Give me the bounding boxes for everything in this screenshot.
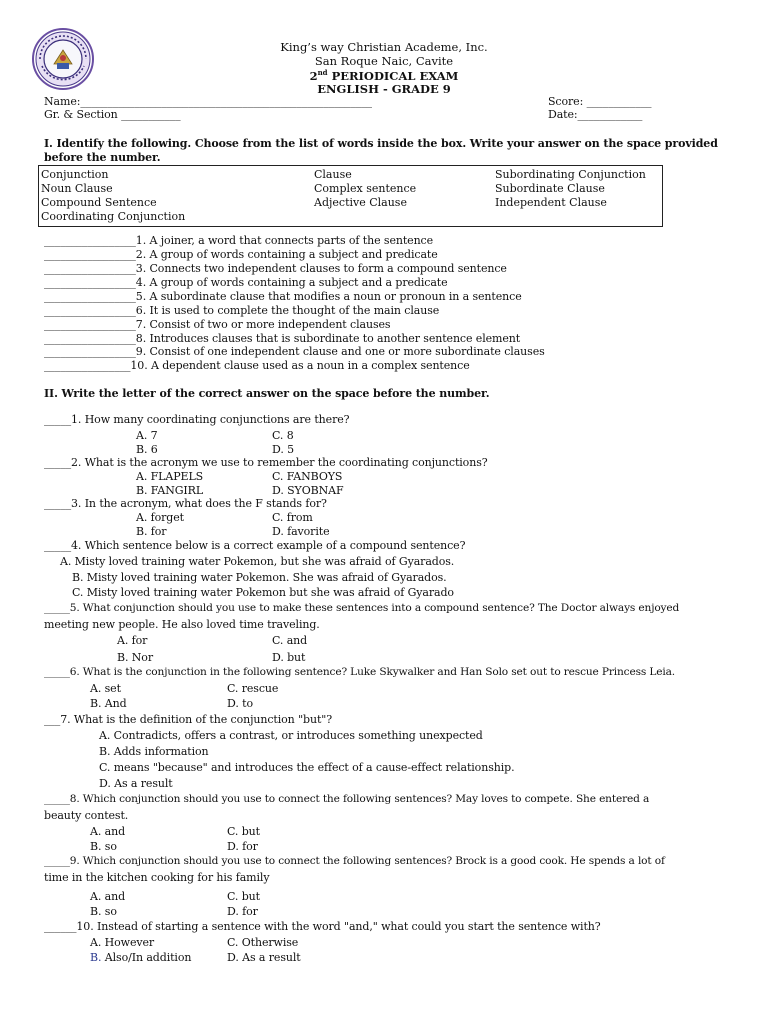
choice[interactable]: A. forget: [136, 511, 184, 524]
choice[interactable]: B. 6: [136, 443, 158, 456]
choice[interactable]: A. set: [90, 682, 121, 695]
choice[interactable]: A. 7: [136, 429, 158, 442]
exam-title: [0, 68, 768, 83]
choice[interactable]: D. SYOBNAF: [272, 484, 344, 497]
choice[interactable]: D. but: [272, 651, 306, 664]
choice[interactable]: A. However: [90, 936, 155, 949]
question-1[interactable]: _____1. How many coordinating conjunctions are there?: [44, 413, 350, 426]
choice[interactable]: C. means "because" and introduces the effect of a cause-effect relationship.: [99, 761, 515, 774]
choice[interactable]: C. from: [272, 511, 313, 524]
choice[interactable]: D. to: [227, 697, 253, 710]
choice[interactable]: B. so: [90, 840, 117, 853]
choice[interactable]: B. for: [136, 525, 167, 538]
score-field[interactable]: Score: ____________: [548, 95, 652, 108]
word-choice: Clause: [314, 168, 352, 181]
question-5-cont: meeting new people. He also loved time traveling.: [44, 618, 320, 631]
part1-item[interactable]: _________________7. Consist of two or more independent clauses: [44, 318, 391, 331]
choice[interactable]: [90, 951, 191, 964]
choice[interactable]: C. but: [227, 825, 260, 838]
exam-title-text: PERIODICAL EXAM: [327, 68, 459, 83]
question-9-cont: time in the kitchen cooking for his family: [44, 871, 270, 884]
part1-item[interactable]: _________________8. Introduces clauses that is subordinate to another sentence element: [44, 332, 521, 345]
part1-instruction: I. Identify the following. Choose from the list of words inside the box. Write your answer on the space provided: [44, 137, 718, 150]
choice[interactable]: D. for: [227, 840, 258, 853]
question-10[interactable]: ______10. Instead of starting a sentence with the word "and," what could you start the sentence with?: [44, 920, 601, 933]
word-choice: Adjective Clause: [314, 196, 407, 209]
school-address: San Roque Naic, Cavite: [314, 54, 454, 68]
question-8[interactable]: _____8. Which conjunction should you use to connect the following sentences? May loves to compete. She entered a: [44, 793, 650, 805]
choice[interactable]: D. 5: [272, 443, 295, 456]
word-choices-box: [38, 165, 663, 227]
school-name: King’s way Christian Academe, Inc.: [280, 40, 488, 54]
section-field[interactable]: Gr. & Section ___________: [44, 108, 181, 121]
choice[interactable]: B. And: [90, 697, 127, 710]
question-6[interactable]: _____6. What is the conjunction in the following sentence? Luke Skywalker and Han Solo set out to rescue Princess Leia.: [44, 666, 675, 678]
choice-text: Also/In addition: [101, 951, 192, 964]
choice[interactable]: C. but: [227, 890, 260, 903]
choice[interactable]: B. Misty loved training water Pokemon. She was afraid of Gyarados.: [72, 571, 447, 584]
word-choice: Subordinating Conjunction: [495, 168, 646, 181]
choice[interactable]: A. and: [90, 890, 126, 903]
choice[interactable]: D. for: [227, 905, 258, 918]
choice[interactable]: C. rescue: [227, 682, 279, 695]
word-choice: Conjunction: [41, 168, 109, 181]
question-4[interactable]: _____4. Which sentence below is a correct example of a compound sentence?: [44, 539, 466, 552]
choice[interactable]: A. Contradicts, offers a contrast, or introduces something unexpected: [99, 729, 483, 742]
choice[interactable]: B. Nor: [117, 651, 153, 664]
part1-instruction-cont: before the number.: [44, 151, 161, 164]
word-choice: Subordinate Clause: [495, 182, 605, 195]
word-choice: Compound Sentence: [41, 196, 157, 209]
choice[interactable]: B. Adds information: [99, 745, 209, 758]
choice[interactable]: C. Otherwise: [227, 936, 299, 949]
choice[interactable]: C. and: [272, 634, 308, 647]
question-8-cont: beauty contest.: [44, 809, 129, 822]
choice[interactable]: B. FANGIRL: [136, 484, 204, 497]
question-5[interactable]: _____5. What conjunction should you use to make these sentences into a compound sentence? The Doctor always enjoyed: [44, 602, 680, 614]
part1-item[interactable]: _________________6. It is used to complete the thought of the main clause: [44, 304, 440, 317]
choice-letter: B.: [90, 951, 102, 964]
part1-item[interactable]: _________________4. A group of words containing a subject and a predicate: [44, 276, 448, 289]
choice[interactable]: A. and: [90, 825, 126, 838]
part1-item[interactable]: _________________1. A joiner, a word that connects parts of the sentence: [44, 234, 434, 247]
part1-item[interactable]: _________________9. Consist of one independent clause and one or more subordinate clauses: [44, 345, 545, 358]
question-9[interactable]: _____9. Which conjunction should you use to connect the following sentences? Brock is a good cook. He spends a lot of: [44, 855, 665, 867]
choice[interactable]: D. As a result: [99, 777, 173, 790]
part1-item[interactable]: _________________5. A subordinate clause that modifies a noun or pronoun in a sentence: [44, 290, 522, 303]
word-choice: Noun Clause: [41, 182, 113, 195]
choice[interactable]: D. As a result: [227, 951, 301, 964]
part2-instruction: II. Write the letter of the correct answer on the space before the number.: [44, 387, 490, 400]
question-2[interactable]: _____2. What is the acronym we use to remember the coordinating conjunctions?: [44, 456, 488, 469]
part1-item[interactable]: _________________2. A group of words containing a subject and predicate: [44, 248, 438, 261]
name-field[interactable]: Name:______________________________________________________: [44, 95, 372, 108]
question-3[interactable]: _____3. In the acronym, what does the F stands for?: [44, 497, 327, 510]
word-choice: Coordinating Conjunction: [41, 210, 186, 223]
exam-number: 2: [309, 68, 318, 83]
exam-ordinal: nd: [317, 68, 328, 77]
part1-item[interactable]: ________________10. A dependent clause used as a noun in a complex sentence: [44, 359, 470, 372]
word-choice: Complex sentence: [314, 182, 417, 195]
choice[interactable]: C. FANBOYS: [272, 470, 343, 483]
choice[interactable]: D. favorite: [272, 525, 330, 538]
question-7[interactable]: ___7. What is the definition of the conjunction "but"?: [44, 713, 333, 726]
choice[interactable]: A. for: [117, 634, 148, 647]
choice[interactable]: B. so: [90, 905, 117, 918]
choice[interactable]: C. 8: [272, 429, 294, 442]
part1-item[interactable]: _________________3. Connects two independent clauses to form a compound sentence: [44, 262, 507, 275]
date-field[interactable]: Date:____________: [548, 108, 643, 121]
exam-subject: ENGLISH - GRADE 9: [317, 82, 451, 96]
choice[interactable]: A. Misty loved training water Pokemon, but she was afraid of Gyarados.: [60, 555, 455, 568]
word-choice: Independent Clause: [495, 196, 607, 209]
choice[interactable]: A. FLAPELS: [136, 470, 204, 483]
choice[interactable]: C. Misty loved training water Pokemon but she was afraid of Gyarado: [72, 586, 454, 599]
